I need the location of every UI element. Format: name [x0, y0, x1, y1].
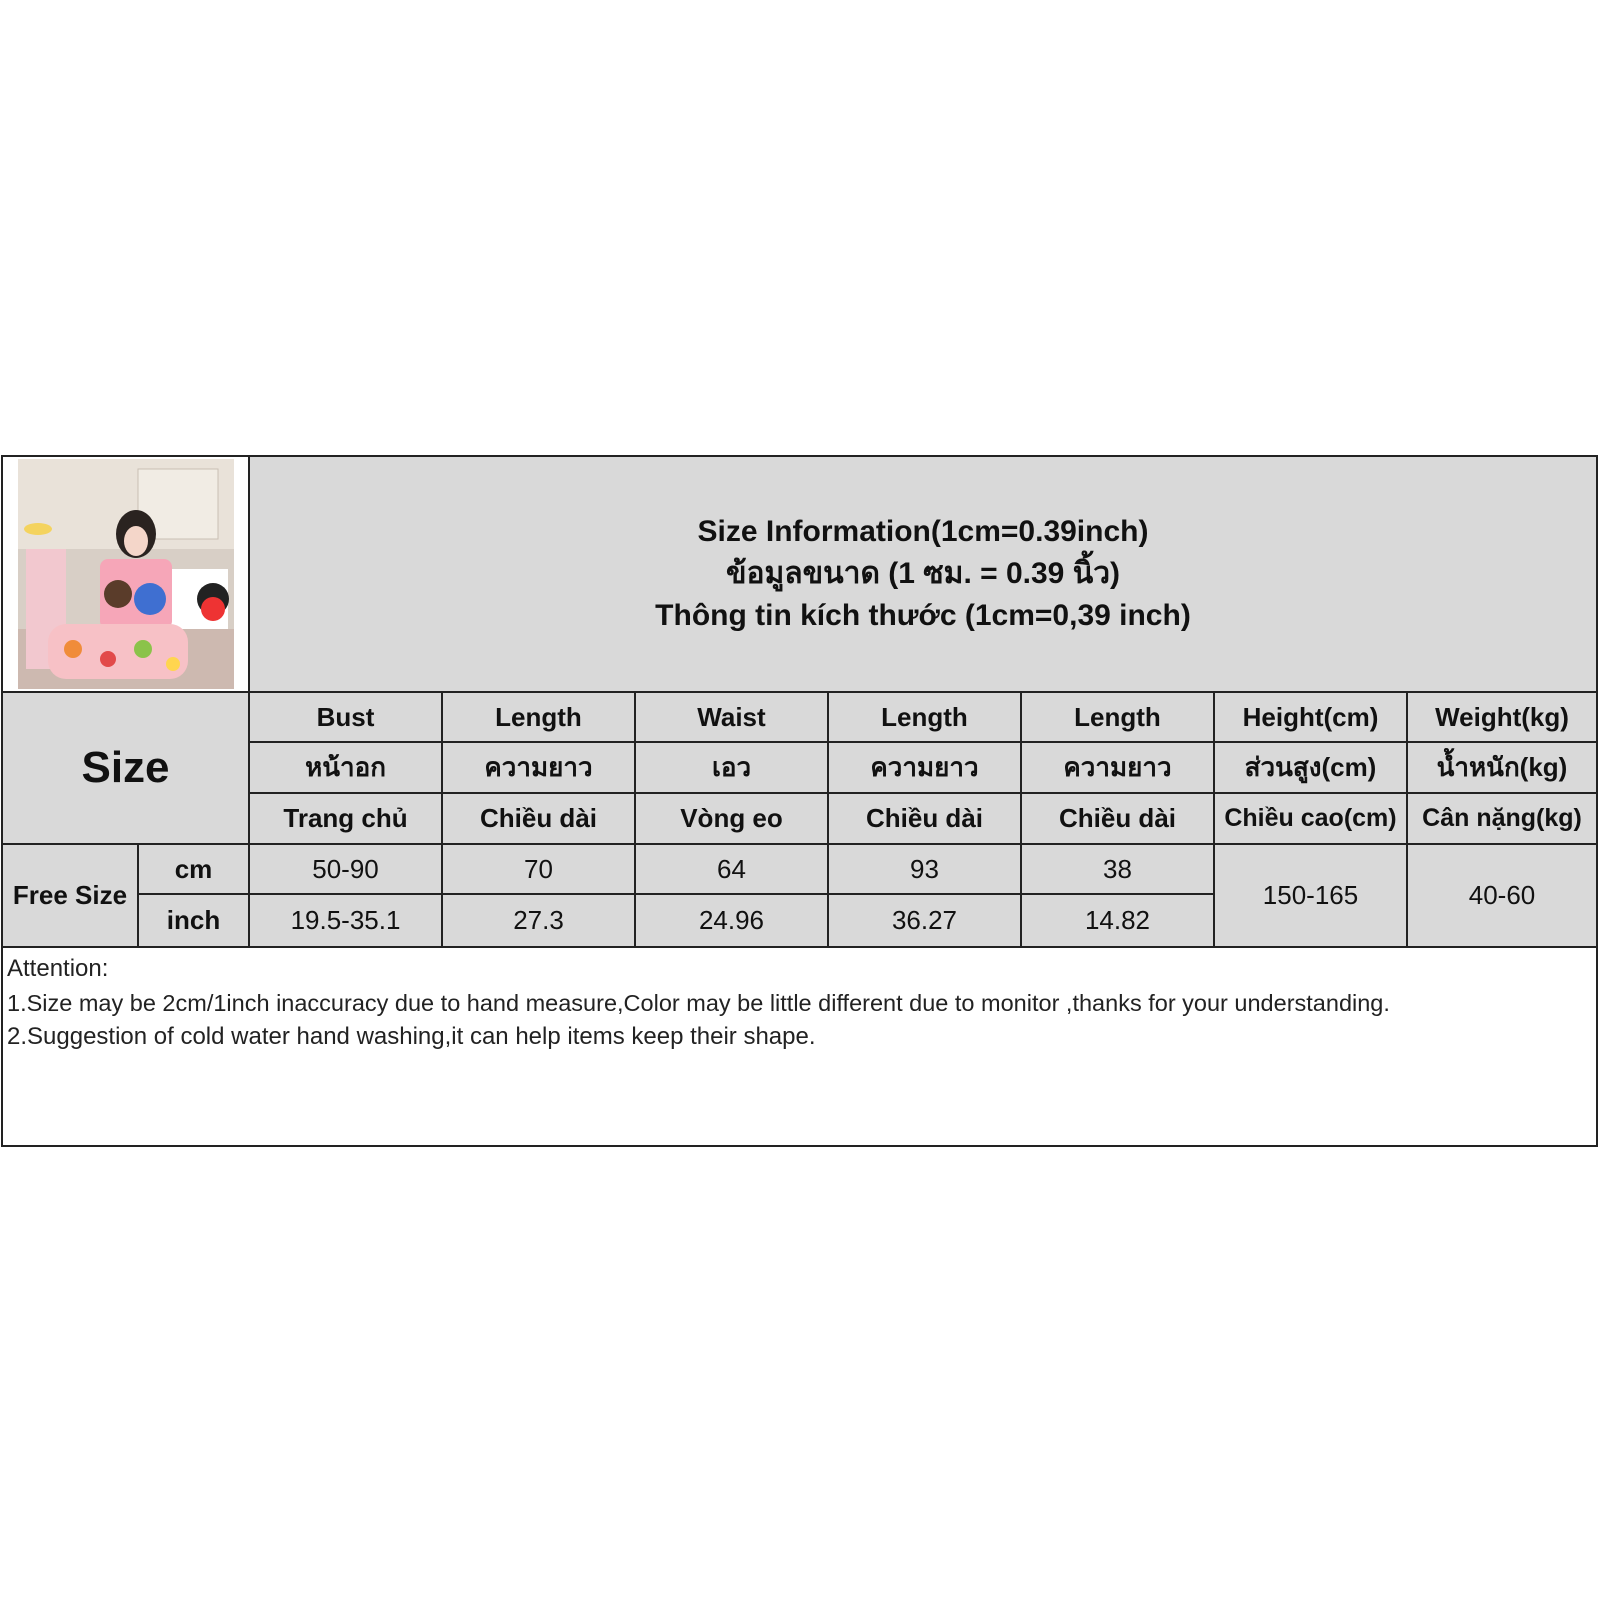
col-header-th: ความยาว — [443, 743, 636, 794]
inch-value: 36.27 — [829, 895, 1022, 946]
unit-cm-label: cm — [139, 845, 250, 895]
col-header-th: ความยาว — [1022, 743, 1215, 794]
cm-value: 64 — [636, 845, 829, 895]
height-range: 150-165 — [1215, 845, 1408, 946]
cm-value: 38 — [1022, 845, 1215, 895]
col-header-en: Length — [829, 693, 1022, 743]
col-header-vi: Cân nặng(kg) — [1408, 794, 1596, 845]
col-header-en: Length — [1022, 693, 1215, 743]
size-header — [3, 693, 250, 845]
cm-value: 93 — [829, 845, 1022, 895]
title-thai: ข้อมูลขนาด (1 ซม. = 0.39 นิ้ว) — [725, 557, 1121, 590]
title-english: Size Information(1cm=0.39inch) — [697, 515, 1149, 548]
inch-value: 27.3 — [443, 895, 636, 946]
col-header-th: ความยาว — [829, 743, 1022, 794]
col-header-vi: Vòng eo — [636, 794, 829, 845]
attention-notes — [3, 946, 1596, 1145]
size-header-label: Size — [81, 743, 170, 792]
size-chart — [1, 455, 1598, 1147]
inch-value: 14.82 — [1022, 895, 1215, 946]
col-header-en: Length — [443, 693, 636, 743]
cm-value: 70 — [443, 845, 636, 895]
title-vietnamese: Thông tin kích thước (1cm=0,39 inch) — [655, 599, 1191, 632]
unit-inch-label: inch — [139, 895, 250, 946]
col-header-vi: Chiều cao(cm) — [1215, 794, 1408, 845]
col-header-vi: Chiều dài — [1022, 794, 1215, 845]
col-header-en: Bust — [250, 693, 443, 743]
col-header-th: หน้าอก — [250, 743, 443, 794]
col-header-vi: Chiều dài — [829, 794, 1022, 845]
weight-range: 40-60 — [1408, 845, 1596, 946]
col-header-vi: Chiều dài — [443, 794, 636, 845]
attention-item: 1.Size may be 2cm/1inch inaccuracy due to hand measure,Color may be little different due to monitor ,thanks for your understanding. — [7, 990, 1390, 1016]
free-size-label: Free Size — [3, 845, 139, 946]
inch-value: 24.96 — [636, 895, 829, 946]
col-header-th: เอว — [636, 743, 829, 794]
inch-value: 19.5-35.1 — [250, 895, 443, 946]
col-header-en: Weight(kg) — [1408, 693, 1596, 743]
col-header-en: Waist — [636, 693, 829, 743]
attention-item: 2.Suggestion of cold water hand washing,it can help items keep their shape. — [7, 1023, 816, 1050]
product-photo-cell — [3, 457, 250, 693]
attention-heading: Attention: — [7, 955, 109, 982]
col-header-th: น้ำหนัก(kg) — [1408, 743, 1596, 794]
title-cell — [250, 457, 1596, 693]
cm-value: 50-90 — [250, 845, 443, 895]
col-header-th: ส่วนสูง(cm) — [1215, 743, 1408, 794]
product-photo — [18, 459, 234, 689]
col-header-en: Height(cm) — [1215, 693, 1408, 743]
col-header-vi: Trang chủ — [250, 794, 443, 845]
